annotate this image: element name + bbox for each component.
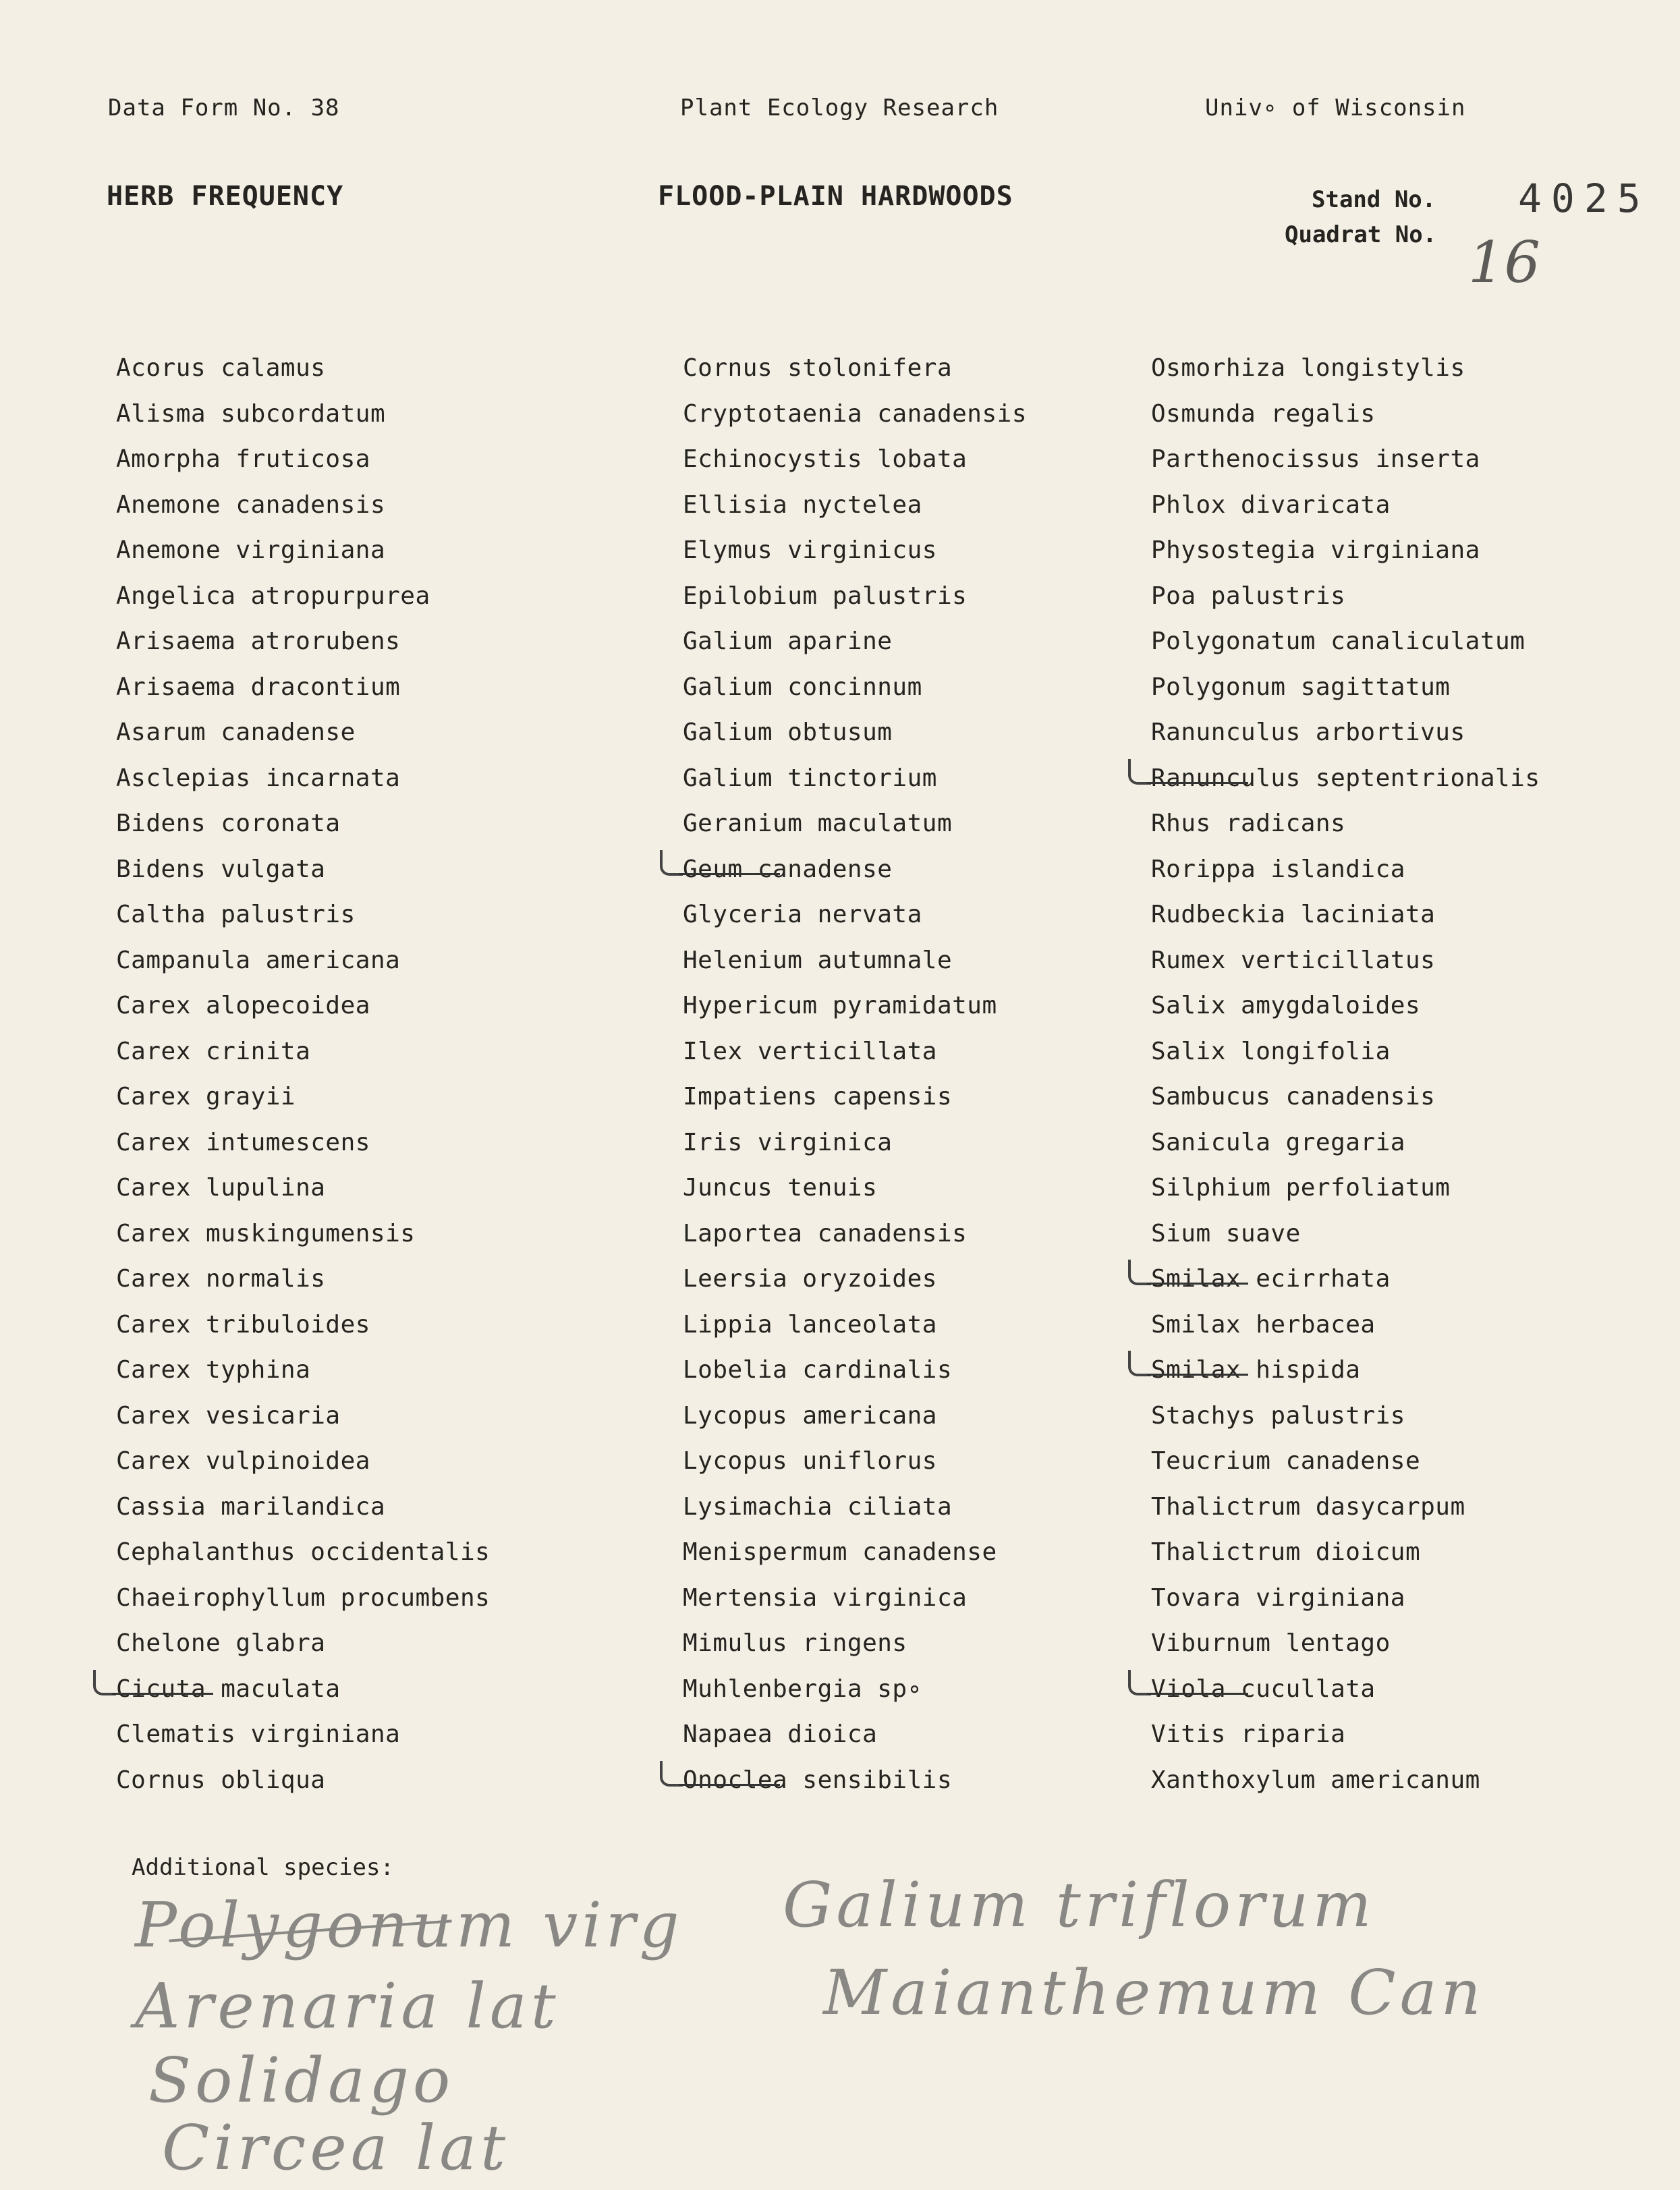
species-item: Mertensia virginica <box>683 1583 968 1612</box>
species-item: Geranium maculatum <box>683 810 953 837</box>
species-item: Rorippa islandica <box>1151 855 1405 883</box>
species-item: Carex crinita <box>116 1037 311 1065</box>
species-item: Ranunculus septentrionalis <box>1151 764 1540 792</box>
species-item: Arisaema dracontium <box>116 673 401 701</box>
species-item: Campanula americana <box>116 946 401 974</box>
species-item: Anemone virginiana <box>116 536 386 564</box>
quadrat-label: Quadrat No. <box>1285 221 1437 248</box>
checkmark-icon <box>1128 1351 1151 1376</box>
species-item: Thalictrum dasycarpum <box>1151 1492 1465 1521</box>
species-item: Amorpha fruticosa <box>116 445 370 473</box>
strike-mark <box>679 1784 780 1786</box>
species-item: Iris virginica <box>683 1128 893 1156</box>
species-item: Lysimachia ciliata <box>683 1492 953 1521</box>
species-item: Cornus obliqua <box>116 1766 326 1794</box>
species-column-3 <box>1151 354 1664 1838</box>
species-item: Echinocystis lobata <box>683 445 968 473</box>
species-item: Galium obtusum <box>683 719 893 746</box>
species-item: Carex grayii <box>116 1083 296 1111</box>
strike-mark <box>1147 1374 1248 1376</box>
species-item: Lycopus uniflorus <box>683 1447 937 1475</box>
species-item: Silphium perfoliatum <box>1151 1174 1451 1202</box>
species-item: Menispermum canadense <box>683 1538 997 1566</box>
species-item: Alisma subcordatum <box>116 399 386 428</box>
checkmark-icon <box>1128 1260 1151 1285</box>
species-item: Helenium autumnale <box>683 946 953 974</box>
species-item: Parthenocissus inserta <box>1151 445 1480 473</box>
species-item: Laportea canadensis <box>683 1219 968 1247</box>
checkmark-icon <box>93 1670 116 1695</box>
species-item: Cassia marilandica <box>116 1492 386 1521</box>
species-item: Chaeirophyllum procumbens <box>116 1583 491 1612</box>
species-item: Caltha palustris <box>116 901 356 928</box>
species-item: Geum canadense <box>683 855 893 883</box>
species-item: Impatiens capensis <box>683 1083 953 1111</box>
strike-mark <box>679 873 780 875</box>
species-item: Physostegia virginiana <box>1151 536 1480 564</box>
species-item: Ranunculus arbortivus <box>1151 719 1465 746</box>
species-item: Rhus radicans <box>1151 810 1346 837</box>
species-item: Hypericum pyramidatum <box>683 992 997 1019</box>
species-item: Phlox divaricata <box>1151 490 1391 519</box>
species-item: Cornus stolonifera <box>683 354 953 382</box>
species-item: Clematis virginiana <box>116 1720 401 1748</box>
species-item: Bidens coronata <box>116 810 341 837</box>
species-item: Carex tribuloides <box>116 1310 370 1339</box>
species-item: Carex lupulina <box>116 1174 326 1202</box>
species-item: Galium tinctorium <box>683 764 937 792</box>
species-item: Rudbeckia laciniata <box>1151 901 1436 928</box>
species-item: Anemone canadensis <box>116 490 386 519</box>
species-item: Carex typhina <box>116 1356 311 1384</box>
species-item: Carex normalis <box>116 1265 326 1293</box>
strike-mark <box>112 1693 213 1695</box>
additional-entry: Galium triflorum <box>783 1869 1376 1941</box>
organization: Plant Ecology Research <box>680 94 999 121</box>
species-item: Mimulus ringens <box>683 1629 907 1657</box>
species-item: Asclepias incarnata <box>116 764 401 792</box>
species-item: Arisaema atrorubens <box>116 627 401 655</box>
species-item: Bidens vulgata <box>116 855 326 883</box>
additional-entry: Polygonum virg <box>135 1889 683 1961</box>
strike-mark <box>1147 1283 1248 1285</box>
species-item: Lycopus americana <box>683 1401 937 1430</box>
species-item: Asarum canadense <box>116 719 356 746</box>
form-title: HERB FREQUENCY <box>107 181 344 212</box>
species-item: Napaea dioica <box>683 1720 878 1748</box>
species-item: Poa palustris <box>1151 582 1346 610</box>
species-item: Elymus virginicus <box>683 536 937 564</box>
species-item: Smilax herbacea <box>1151 1310 1376 1339</box>
species-item: Carex vulpinoidea <box>116 1447 370 1475</box>
species-item: Galium aparine <box>683 627 893 655</box>
species-item: Xanthoxylum americanum <box>1151 1766 1480 1794</box>
species-item: Smilax hispida <box>1151 1356 1361 1384</box>
university: Univ∘ of Wisconsin <box>1205 94 1466 121</box>
species-item: Osmorhiza longistylis <box>1151 354 1465 382</box>
additional-entry: Maianthemum Can <box>823 1957 1485 2029</box>
checkmark-icon <box>660 1761 683 1787</box>
species-item: Viburnum lentago <box>1151 1629 1391 1657</box>
species-column-2 <box>683 354 1196 1838</box>
community-type: FLOOD-PLAIN HARDWOODS <box>658 181 1013 212</box>
species-item: Smilax ecirrhata <box>1151 1265 1391 1293</box>
species-item: Sium suave <box>1151 1219 1301 1247</box>
species-item: Ellisia nyctelea <box>683 490 922 519</box>
species-item: Angelica atropurpurea <box>116 582 430 610</box>
species-item: Salix longifolia <box>1151 1037 1391 1065</box>
species-item: Lobelia cardinalis <box>683 1356 953 1384</box>
species-item: Carex alopecoidea <box>116 992 370 1019</box>
additional-entry: Arenaria lat <box>135 1970 560 2042</box>
species-item: Osmunda regalis <box>1151 399 1376 428</box>
species-item: Sambucus canadensis <box>1151 1083 1436 1111</box>
checkmark-icon <box>1128 759 1151 785</box>
species-item: Carex intumescens <box>116 1128 370 1156</box>
species-item: Chelone glabra <box>116 1629 326 1657</box>
species-item: Teucrium canadense <box>1151 1447 1421 1475</box>
species-item: Galium concinnum <box>683 673 922 701</box>
species-item: Lippia lanceolata <box>683 1310 937 1339</box>
stand-label: Stand No. <box>1312 186 1436 213</box>
species-item: Ilex verticillata <box>683 1037 937 1065</box>
species-item: Juncus tenuis <box>683 1174 878 1202</box>
species-item: Tovara virginiana <box>1151 1583 1405 1612</box>
species-item: Cicuta maculata <box>116 1675 341 1703</box>
species-item: Polygonum sagittatum <box>1151 673 1451 701</box>
species-item: Epilobium palustris <box>683 582 968 610</box>
checkmark-icon <box>660 850 683 876</box>
species-item: Onoclea sensibilis <box>683 1766 953 1794</box>
species-item: Vitis riparia <box>1151 1720 1346 1748</box>
species-item: Salix amygdaloides <box>1151 992 1421 1019</box>
species-column-1 <box>116 354 629 1838</box>
species-item: Sanicula gregaria <box>1151 1128 1405 1156</box>
species-item: Leersia oryzoides <box>683 1265 937 1293</box>
species-item: Carex vesicaria <box>116 1401 341 1430</box>
species-item: Glyceria nervata <box>683 901 922 928</box>
additional-entry: Solidago <box>148 2044 455 2116</box>
stand-number-value: 4025 <box>1518 175 1650 221</box>
quadrat-number-value: 16 <box>1468 229 1540 296</box>
strike-mark <box>1147 1693 1248 1695</box>
form-number: Data Form No. 38 <box>108 94 340 121</box>
checkmark-icon <box>1128 1670 1151 1695</box>
species-item: Viola cucullata <box>1151 1675 1376 1703</box>
species-item: Thalictrum dioicum <box>1151 1538 1421 1566</box>
species-item: Rumex verticillatus <box>1151 946 1436 974</box>
species-item: Cephalanthus occidentalis <box>116 1538 491 1566</box>
additional-entry: Circea lat <box>162 2112 510 2184</box>
species-item: Carex muskingumensis <box>116 1219 416 1247</box>
additional-species-label: Additional species: <box>132 1854 394 1881</box>
species-item: Stachys palustris <box>1151 1401 1405 1430</box>
species-item: Polygonatum canaliculatum <box>1151 627 1525 655</box>
species-item: Cryptotaenia canadensis <box>683 399 1027 428</box>
species-item: Acorus calamus <box>116 354 326 382</box>
species-item: Muhlenbergia sp∘ <box>683 1675 922 1703</box>
strike-mark <box>1147 782 1248 784</box>
